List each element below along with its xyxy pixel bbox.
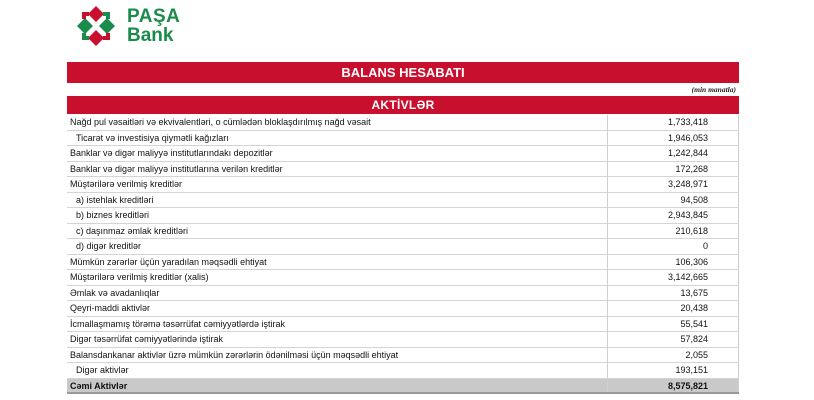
- section-title: AKTİVLƏR: [67, 96, 739, 114]
- row-value: 55,541: [608, 316, 739, 332]
- row-value: 210,618: [608, 223, 739, 239]
- row-label: c) daşınmaz əmlak kreditləri: [67, 223, 608, 239]
- row-value: 57,824: [608, 332, 739, 348]
- row-label: Digər aktivlər: [67, 363, 608, 379]
- row-label: d) digər kreditlər: [67, 239, 608, 255]
- row-value: 106,306: [608, 254, 739, 270]
- row-value: 2,055: [608, 347, 739, 363]
- table-row: [67, 347, 739, 363]
- row-label: Mümkün zərərlər üçün yaradılan məqsədli ehtiyat: [67, 254, 608, 270]
- table-bottom-rule: [67, 392, 739, 394]
- report-title: BALANS HESABATI: [67, 62, 739, 83]
- row-label: Müştərilərə verilmiş kreditlər (xalis): [67, 270, 608, 286]
- row-value: 13,675: [608, 285, 739, 301]
- table-row: [67, 332, 739, 348]
- row-label: Digər təsərrüfat cəmiyyətlərində iştirak: [67, 332, 608, 348]
- row-label: Ticarət və investisiya qiymətli kağızları: [67, 130, 608, 146]
- bank-logo: [73, 4, 203, 48]
- row-label: Banklar və digər maliyyə institutlarındakı depozitlər: [67, 146, 608, 162]
- table-row: [67, 208, 739, 224]
- row-label: Banklar və digər maliyyə institutlarına verilən kreditlər: [67, 161, 608, 177]
- row-value: 0: [608, 239, 739, 255]
- row-label: Müştərilərə verilmiş kreditlər: [67, 177, 608, 193]
- table-row: [67, 161, 739, 177]
- total-value: 8,575,821: [608, 378, 739, 393]
- row-value: 3,248,971: [608, 177, 739, 193]
- row-label: İcmallaşmamış törəmə təsərrüfat cəmiyyətlərdə iştirak: [67, 316, 608, 332]
- table-row: [67, 192, 739, 208]
- row-label: Qeyri-maddi aktivlər: [67, 301, 608, 317]
- row-value: 172,268: [608, 161, 739, 177]
- table-row: [67, 177, 739, 193]
- table-row: [67, 270, 739, 286]
- unit-note: (min manatla): [691, 85, 736, 94]
- table-row: [67, 254, 739, 270]
- table-row: [67, 115, 739, 130]
- row-label: b) biznes kreditləri: [67, 208, 608, 224]
- row-value: 193,151: [608, 363, 739, 379]
- pasha-bank-logo-icon: [73, 4, 119, 48]
- row-label: Əmlak və avadanlıqlar: [67, 285, 608, 301]
- total-label: Cəmi Aktivlər: [67, 378, 608, 393]
- row-value: 2,943,845: [608, 208, 739, 224]
- table-row: [67, 146, 739, 162]
- row-value: 1,946,053: [608, 130, 739, 146]
- table-row: [67, 239, 739, 255]
- table-row: [67, 363, 739, 379]
- row-label: Balansdankanar aktivlər üzrə mümkün zərərlərin ödənilməsi üçün məqsədli ehtiyat: [67, 347, 608, 363]
- row-value: 1,733,418: [608, 115, 739, 130]
- table-row: [67, 130, 739, 146]
- brand-name-line1: PAŞA: [127, 6, 181, 27]
- row-value: 20,438: [608, 301, 739, 317]
- total-row: [67, 378, 739, 393]
- table-row: [67, 285, 739, 301]
- row-label: Nağd pul vəsaitləri və ekvivalentləri, o cümlədən bloklaşdırılmış nağd vəsait: [67, 115, 608, 130]
- table-row: [67, 301, 739, 317]
- table-row: [67, 223, 739, 239]
- row-value: 3,142,665: [608, 270, 739, 286]
- row-value: 94,508: [608, 192, 739, 208]
- balance-table: [67, 115, 739, 393]
- table-row: [67, 316, 739, 332]
- row-label: a) istehlak kreditləri: [67, 192, 608, 208]
- row-value: 1,242,844: [608, 146, 739, 162]
- brand-name-line2: Bank: [127, 25, 174, 46]
